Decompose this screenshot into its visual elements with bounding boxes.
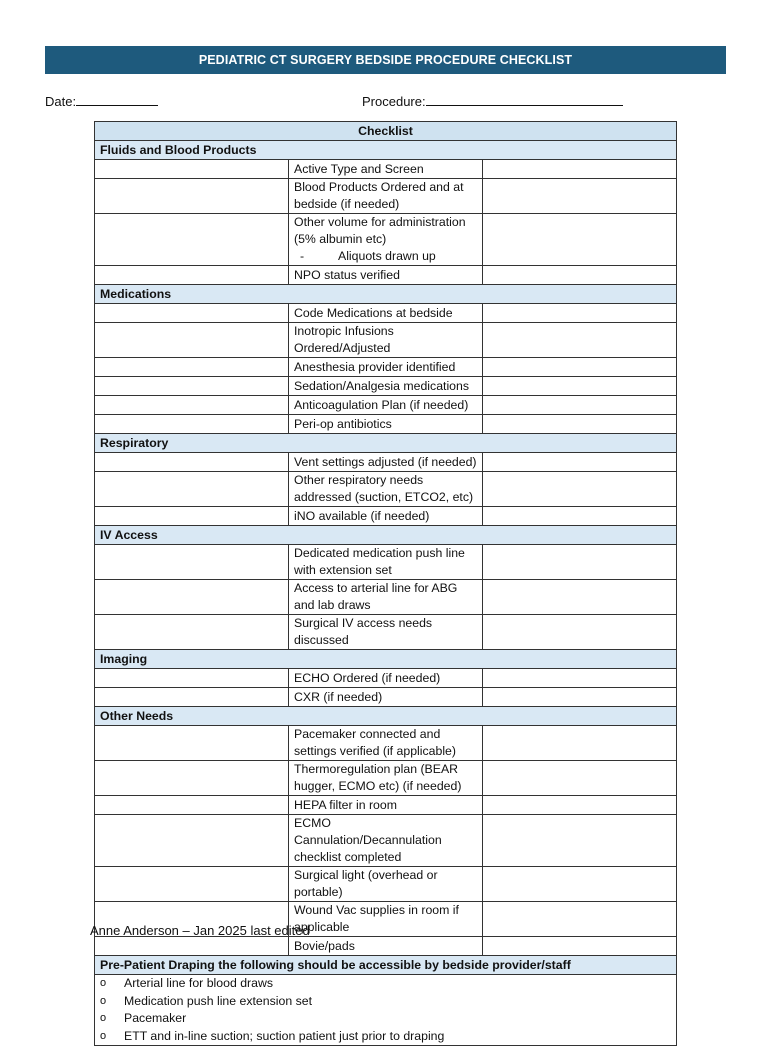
check-box-cell[interactable] [95, 615, 289, 650]
notes-cell[interactable] [483, 937, 677, 956]
check-box-cell[interactable] [95, 867, 289, 902]
pre-draping-heading: Pre-Patient Draping the following should be accessible by bedside provider/staff [95, 956, 677, 975]
list-item-text: Arterial line for blood draws [124, 976, 273, 990]
checklist-header-row [95, 122, 677, 141]
notes-cell[interactable] [483, 266, 677, 285]
checklist-row [95, 214, 677, 266]
checklist-row [95, 377, 677, 396]
checklist-item-text: Surgical IV access needs discussed [294, 616, 433, 647]
section-heading: Fluids and Blood Products [95, 141, 677, 160]
checklist-item-text: Bovie/pads [294, 938, 355, 953]
check-box-cell[interactable] [95, 453, 289, 472]
checklist-item [289, 214, 483, 266]
checklist-item-text: Wound Vac supplies in room if applicable [294, 903, 459, 934]
notes-cell[interactable] [483, 902, 677, 937]
list-item [100, 993, 671, 1011]
date-label: Date: [45, 94, 77, 109]
notes-cell[interactable] [483, 415, 677, 434]
section-row-fluids-and-blood-products [95, 141, 677, 160]
procedure-label: Procedure: [362, 94, 426, 109]
notes-cell[interactable] [483, 761, 677, 796]
checklist-row [95, 415, 677, 434]
checklist-item-text: Surgical light (overhead or portable) [294, 868, 438, 899]
check-box-cell[interactable] [95, 580, 289, 615]
notes-cell[interactable] [483, 179, 677, 214]
checklist-row [95, 453, 677, 472]
checklist-row [95, 615, 677, 650]
list-item [100, 1010, 671, 1028]
notes-cell[interactable] [483, 796, 677, 815]
checklist-item-text: Anticoagulation Plan (if needed) [294, 397, 469, 412]
checklist-item-text: ECMO Cannulation/Decannulation checklist completed [294, 816, 442, 864]
procedure-blank-line[interactable] [426, 93, 623, 106]
checklist-item-text: Blood Products Ordered and at bedside (if needed) [294, 180, 464, 211]
check-box-cell[interactable] [95, 815, 289, 867]
section-heading: IV Access [95, 526, 677, 545]
checklist-row [95, 937, 677, 956]
check-box-cell[interactable] [95, 472, 289, 507]
sub-item-text: Aliquots drawn up [338, 249, 436, 263]
page-title: PEDIATRIC CT SURGERY BEDSIDE PROCEDURE CHECKLIST [198, 53, 573, 67]
checklist-item [289, 377, 483, 396]
checklist-item-text: NPO status verified [294, 267, 400, 282]
checklist-item-text: Dedicated medication push line with extension set [294, 546, 465, 577]
checklist-item [289, 815, 483, 867]
checklist-item-text: ECHO Ordered (if needed) [294, 670, 441, 685]
section-heading: Respiratory [95, 434, 677, 453]
checklist-item [289, 472, 483, 507]
check-box-cell[interactable] [95, 415, 289, 434]
checklist-row [95, 472, 677, 507]
notes-cell[interactable] [483, 615, 677, 650]
section-row-respiratory [95, 434, 677, 453]
checklist-item-text: Inotropic Infusions Ordered/Adjusted [294, 324, 394, 355]
date-field [45, 93, 158, 109]
check-box-cell[interactable] [95, 669, 289, 688]
check-box-cell[interactable] [95, 266, 289, 285]
notes-cell[interactable] [483, 160, 677, 179]
checklist-item-text: Vent settings adjusted (if needed) [294, 454, 477, 469]
check-box-cell[interactable] [95, 160, 289, 179]
checklist-item-text: Other respiratory needs addressed (suction, ETCO2, etc) [294, 473, 474, 504]
list-item-text: ETT and in-line suction; suction patient just prior to draping [124, 1028, 445, 1043]
check-box-cell[interactable] [95, 214, 289, 266]
check-box-cell[interactable] [95, 796, 289, 815]
checklist-item-text: Code Medications at bedside [294, 305, 453, 320]
checklist-item [289, 415, 483, 434]
checklist-row [95, 323, 677, 358]
checklist-row [95, 580, 677, 615]
notes-cell[interactable] [483, 323, 677, 358]
check-box-cell[interactable] [95, 507, 289, 526]
checklist-item [289, 545, 483, 580]
checklist-item [289, 304, 483, 323]
check-box-cell[interactable] [95, 323, 289, 358]
checklist-item [289, 867, 483, 902]
section-row-other-needs [95, 707, 677, 726]
checklist-item-text: iNO available (if needed) [294, 508, 430, 523]
list-item-text: Pacemaker [124, 1011, 187, 1025]
checklist-item-text: Access to arterial line for ABG and lab draws [294, 581, 458, 612]
footer-note: Anne Anderson – Jan 2025 last edited [90, 923, 310, 938]
notes-cell[interactable] [483, 214, 677, 266]
checklist-title-banner [45, 46, 726, 74]
checklist-item [289, 266, 483, 285]
checklist-row [95, 545, 677, 580]
notes-cell[interactable] [483, 453, 677, 472]
checklist-row [95, 815, 677, 867]
dash-bullet: - [300, 249, 305, 263]
checklist-table [94, 121, 677, 1046]
checklist-item [289, 669, 483, 688]
checklist-item [289, 507, 483, 526]
checklist-row [95, 688, 677, 707]
notes-cell[interactable] [483, 358, 677, 377]
checklist-row [95, 867, 677, 902]
notes-cell[interactable] [483, 507, 677, 526]
check-box-cell[interactable] [95, 396, 289, 415]
checklist-item [289, 453, 483, 472]
procedure-field [362, 93, 623, 109]
list-item [100, 1028, 671, 1046]
checklist-item [289, 323, 483, 358]
list-item [100, 975, 671, 993]
checklist-item-text: Active Type and Screen [294, 161, 424, 176]
checklist-row [95, 396, 677, 415]
checklist-item [289, 726, 483, 761]
checklist-item [289, 902, 483, 937]
section-row-iv-access [95, 526, 677, 545]
notes-cell[interactable] [483, 580, 677, 615]
circle-bullet-icon: o [100, 977, 107, 989]
check-box-cell[interactable] [95, 545, 289, 580]
notes-cell[interactable] [483, 669, 677, 688]
checklist-header: Checklist [95, 122, 677, 141]
checklist-sub-item [294, 248, 477, 265]
checklist-item [289, 179, 483, 214]
checklist-item [289, 761, 483, 796]
notes-cell[interactable] [483, 377, 677, 396]
check-box-cell[interactable] [95, 726, 289, 761]
notes-cell[interactable] [483, 815, 677, 867]
checklist-row [95, 669, 677, 688]
check-box-cell[interactable] [95, 761, 289, 796]
checklist-item [289, 937, 483, 956]
checklist-item-text: CXR (if needed) [294, 689, 383, 704]
notes-cell[interactable] [483, 726, 677, 761]
checklist-item-text: Sedation/Analgesia medications [294, 378, 470, 393]
check-box-cell[interactable] [95, 377, 289, 396]
check-box-cell[interactable] [95, 688, 289, 707]
notes-cell[interactable] [483, 867, 677, 902]
pre-draping-list-row [95, 975, 677, 1046]
checklist-row [95, 304, 677, 323]
list-item-text: Medication push line extension set [124, 993, 312, 1008]
checklist-row [95, 179, 677, 214]
pre-draping-list [95, 975, 677, 1046]
checklist-item [289, 688, 483, 707]
checklist-row [95, 726, 677, 761]
notes-cell[interactable] [483, 545, 677, 580]
checklist-item [289, 358, 483, 377]
checklist-row [95, 266, 677, 285]
circle-bullet-icon: o [100, 1012, 107, 1024]
checklist-item-text: Other volume for administration (5% albumin etc) [294, 215, 466, 246]
check-box-cell[interactable] [95, 179, 289, 214]
check-box-cell[interactable] [95, 937, 289, 956]
notes-cell[interactable] [483, 304, 677, 323]
checklist-row [95, 507, 677, 526]
checklist-item [289, 396, 483, 415]
notes-cell[interactable] [483, 396, 677, 415]
checklist-item-text: HEPA filter in room [294, 797, 397, 812]
notes-cell[interactable] [483, 472, 677, 507]
section-heading: Other Needs [95, 707, 677, 726]
section-heading: Imaging [95, 650, 677, 669]
checklist-item-text: Peri-op antibiotics [294, 416, 392, 431]
checklist-row [95, 358, 677, 377]
checklist-row [95, 796, 677, 815]
checklist-item-text: Anesthesia provider identified [294, 359, 456, 374]
section-row-imaging [95, 650, 677, 669]
checklist-item [289, 580, 483, 615]
circle-bullet-icon: o [100, 994, 107, 1007]
checklist-item [289, 160, 483, 179]
pre-draping-heading-row [95, 956, 677, 975]
circle-bullet-icon: o [100, 1029, 107, 1042]
check-box-cell[interactable] [95, 358, 289, 377]
date-blank-line[interactable] [76, 93, 158, 106]
checklist-row [95, 761, 677, 796]
checklist-item [289, 615, 483, 650]
checklist-item [289, 796, 483, 815]
section-heading: Medications [95, 285, 677, 304]
notes-cell[interactable] [483, 688, 677, 707]
check-box-cell[interactable] [95, 304, 289, 323]
checklist-row [95, 160, 677, 179]
checklist-item-text: Pacemaker connected and settings verified (if applicable) [294, 727, 456, 758]
section-row-medications [95, 285, 677, 304]
checklist-item-text: Thermoregulation plan (BEAR hugger, ECMO etc) (if needed) [294, 762, 462, 793]
